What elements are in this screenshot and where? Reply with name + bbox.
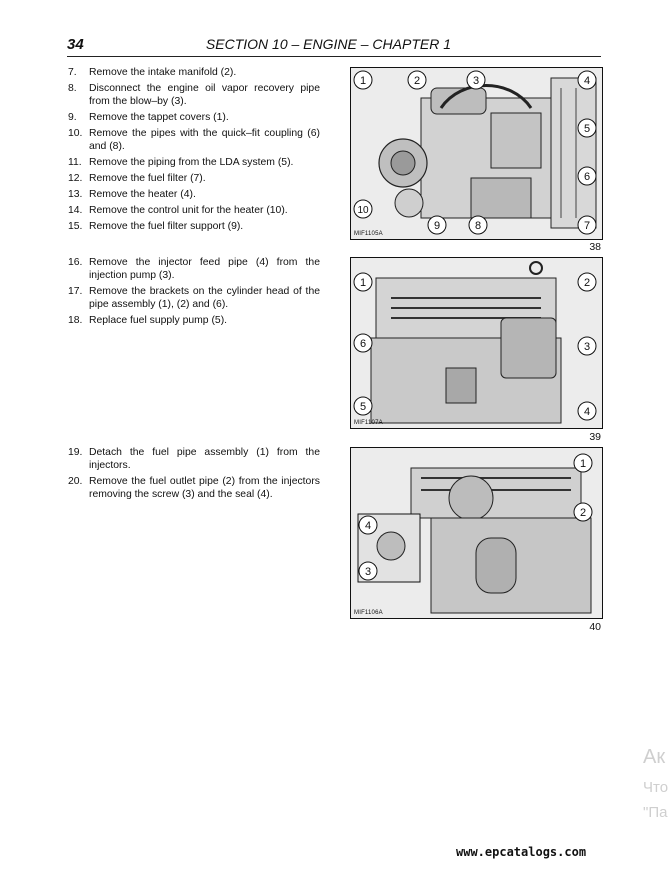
callout-label: 9 [433, 220, 441, 232]
figure-number: 39 [589, 431, 601, 443]
callout-label: 1 [359, 75, 367, 87]
callout-label: 4 [583, 406, 591, 418]
callout-label: 3 [364, 566, 372, 578]
callout-label: 1 [359, 277, 367, 289]
callout-label: 8 [474, 220, 482, 232]
header-rule [67, 56, 601, 57]
engine-top-drawing [351, 68, 602, 239]
injection-pump-drawing [351, 258, 602, 428]
callout-label: 5 [359, 401, 367, 413]
callout-label: 4 [364, 520, 372, 532]
step-item: 15. Remove the fuel filter support (9). [68, 221, 244, 232]
overlay-text-line-3: "Па [643, 804, 668, 821]
page-header [67, 36, 601, 56]
page-number: 34 [67, 36, 84, 53]
step-item: 18. Replace fuel supply pump (5). [68, 315, 228, 326]
callout-label: 1 [579, 458, 587, 470]
callout-label: 7 [583, 220, 591, 232]
step-item: 10. Remove the pipes with the quick–fit coupling (6) and (8). [68, 128, 320, 152]
step-item: 11. Remove the piping from the LDA system (5). [68, 157, 294, 168]
figure-40-fuel-pipe-illustration [350, 447, 603, 619]
watermark-link[interactable]: www.epcatalogs.com [456, 845, 587, 859]
figure-code: MIF1105A [354, 231, 383, 237]
figure-code: MIF1107A [354, 420, 383, 426]
callout-label: 6 [359, 338, 367, 350]
step-item: 9. Remove the tappet covers (1). [68, 112, 229, 123]
step-item: 16. Remove the injector feed pipe (4) from the injection pump (3). [68, 257, 320, 281]
figure-39-injection-pump-illustration [350, 257, 603, 429]
overlay-text-line-1: Ак [643, 746, 666, 768]
callout-label: 2 [579, 507, 587, 519]
step-item: 7. Remove the intake manifold (2). [68, 67, 237, 78]
callout-label: 10 [357, 205, 369, 216]
callout-label: 5 [583, 123, 591, 135]
steps-group-2 [68, 256, 320, 330]
fuel-pipe-drawing [351, 448, 602, 618]
step-item: 13. Remove the heater (4). [68, 189, 196, 200]
step-item: 14. Remove the control unit for the heater (10). [68, 205, 288, 216]
section-title: SECTION 10 – ENGINE – CHAPTER 1 [205, 36, 451, 52]
figure-number: 38 [589, 241, 601, 253]
step-item: 19. Detach the fuel pipe assembly (1) from the injectors. [68, 447, 320, 471]
callout-label: 6 [583, 171, 591, 183]
callout-label: 3 [583, 341, 591, 353]
steps-group-3 [68, 446, 320, 504]
callout-label: 4 [583, 75, 591, 87]
step-item: 17. Remove the brackets on the cylinder head of the pipe assembly (1), (2) and (6). [68, 286, 320, 310]
figure-number: 40 [589, 621, 601, 633]
callout-label: 2 [583, 277, 591, 289]
figure-code: MIF1106A [354, 610, 383, 616]
callout-label: 2 [413, 75, 421, 87]
steps-group-1 [68, 66, 320, 236]
overlay-text-line-2: Что [643, 779, 668, 796]
step-item: 8. Disconnect the engine oil vapor recovery pipe from the blow–by (3). [68, 83, 320, 107]
step-item: 20. Remove the fuel outlet pipe (2) from the injectors removing the screw (3) and the seal (4). [68, 476, 320, 500]
callout-label: 3 [472, 75, 480, 87]
figure-38-engine-illustration [350, 67, 603, 240]
step-item: 12. Remove the fuel filter (7). [68, 173, 206, 184]
